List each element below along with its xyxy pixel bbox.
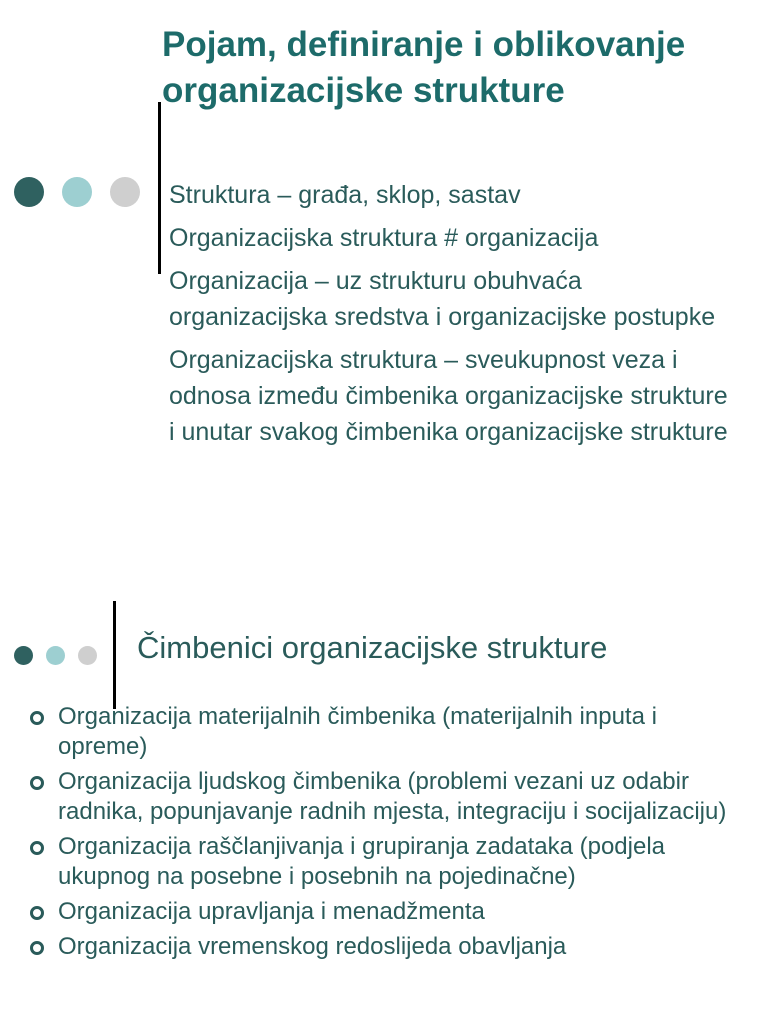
bullet-text: Organizacija upravljanja i menadžmenta (58, 898, 485, 925)
bullet-item (0, 932, 768, 962)
bullet-text: Organizacija materijalnih čimbenika (materijalnih inputa i opreme) (58, 703, 657, 760)
bullet-item (0, 767, 768, 827)
dark-teal-dot-icon (14, 177, 44, 207)
bullet-item (0, 702, 768, 762)
paragraph: Struktura – građa, sklop, sastav (169, 181, 521, 209)
bullet-item (0, 897, 768, 927)
light-teal-dot-icon (46, 646, 65, 665)
ring-bullet-icon (30, 906, 44, 920)
bullet-text: Organizacija ljudskog čimbenika (problemi vezani uz odabir radnika, popunjavanje radnih mjesta, integraciju i socijalizaciju) (58, 768, 727, 825)
ring-bullet-icon (30, 711, 44, 725)
paragraph: Organizacijska struktura # organizacija (169, 224, 599, 252)
dark-teal-dot-icon (14, 646, 33, 665)
light-teal-dot-icon (62, 177, 92, 207)
ring-bullet-icon (30, 941, 44, 955)
bullet-item (0, 832, 768, 892)
title-divider-line (113, 601, 116, 709)
slide-2-title: Čimbenici organizacijske strukture (137, 630, 608, 665)
grey-dot-icon (78, 646, 97, 665)
grey-dot-icon (110, 177, 140, 207)
slide-2 (0, 590, 768, 1024)
ring-bullet-icon (30, 841, 44, 855)
paragraph: Organizacija – uz strukturu obuhvaća organizacijska sredstva i organizacijske postupke (169, 267, 716, 331)
bullet-text: Organizacija vremenskog redoslijeda obavljanja (58, 933, 567, 960)
slide-1-text-list (169, 177, 739, 457)
slide-1-title: Pojam, definiranje i oblikovanje organizacijske strukture (162, 25, 686, 110)
paragraph: Organizacijska struktura – sveukupnost veza i odnosa između čimbenika organizacijske strukture i unutar svakog čimbenika organizacijske strukture (169, 346, 728, 446)
bullet-text: Organizacija raščlanjivanja i grupiranja zadataka (podjela ukupnog na posebne i posebnih na pojedinačne) (58, 833, 666, 890)
ring-bullet-icon (30, 776, 44, 790)
title-divider-line (158, 102, 161, 274)
slide-2-bullet-list (0, 702, 768, 967)
